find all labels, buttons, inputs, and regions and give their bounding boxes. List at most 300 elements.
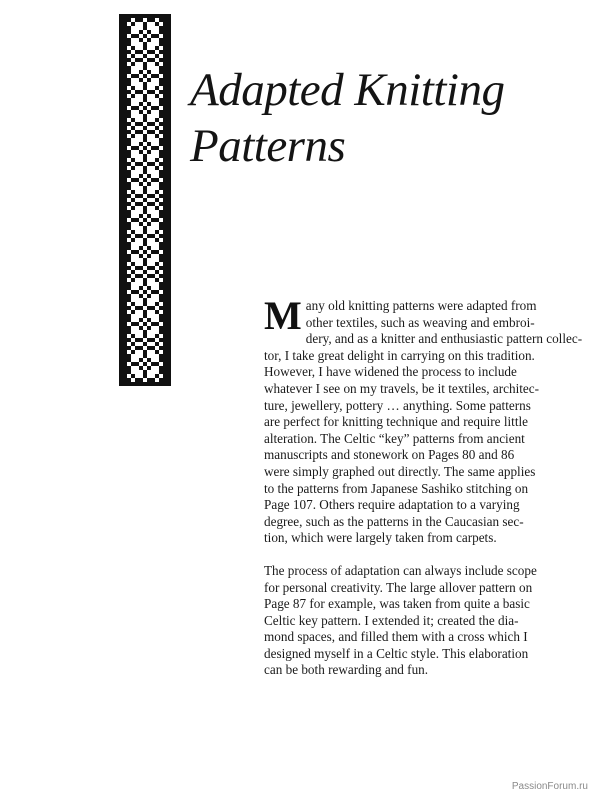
pattern-cell <box>155 38 159 42</box>
pattern-cell <box>151 294 155 298</box>
pattern-cell <box>147 106 151 110</box>
pattern-cell <box>131 38 135 42</box>
pattern-cell <box>147 258 151 262</box>
pattern-cell <box>151 98 155 102</box>
pattern-cell <box>147 342 151 346</box>
pattern-cell <box>151 186 155 190</box>
pattern-cell <box>139 334 143 338</box>
pattern-cell <box>135 150 139 154</box>
pattern-cell <box>147 230 151 234</box>
pattern-cell <box>139 22 143 26</box>
pattern-cell <box>159 86 163 90</box>
pattern-cell <box>147 42 151 46</box>
pattern-cell <box>143 58 147 62</box>
pattern-cell <box>135 294 139 298</box>
pattern-cell <box>139 54 143 58</box>
pattern-cell <box>139 134 143 138</box>
pattern-cell <box>151 258 155 262</box>
watermark: PassionForum.ru <box>511 781 588 792</box>
pattern-cell <box>139 126 143 130</box>
pattern-cell <box>131 70 135 74</box>
pattern-cell <box>143 266 147 270</box>
pattern-cell <box>127 126 131 130</box>
pattern-cell <box>147 290 151 294</box>
pattern-cell <box>139 154 143 158</box>
text-line: to the patterns from Japanese Sashiko stitching on <box>264 480 529 496</box>
pattern-cell <box>147 190 151 194</box>
pattern-cell <box>131 222 135 226</box>
pattern-cell <box>155 370 159 374</box>
pattern-cell <box>151 222 155 226</box>
pattern-cell <box>151 326 155 330</box>
pattern-cell <box>135 158 139 162</box>
pattern-cell <box>147 206 151 210</box>
pattern-cell <box>131 358 135 362</box>
pattern-cell <box>139 282 143 286</box>
pattern-cell <box>155 122 159 126</box>
pattern-cell <box>127 230 131 234</box>
pattern-cell <box>139 26 143 30</box>
pattern-cell <box>147 350 151 354</box>
text-line: whatever I see on my travels, be it textiles, architec- <box>264 380 539 396</box>
pattern-cell <box>143 194 147 198</box>
pattern-cell <box>147 374 151 378</box>
pattern-cell <box>155 282 159 286</box>
pattern-cell <box>135 214 139 218</box>
pattern-cell <box>135 310 139 314</box>
pattern-cell <box>127 198 131 202</box>
pattern-cell <box>159 302 163 306</box>
pattern-cell <box>127 270 131 274</box>
pattern-cell <box>147 270 151 274</box>
pattern-cell <box>135 258 139 262</box>
pattern-cell <box>151 226 155 230</box>
pattern-cell <box>143 234 147 238</box>
pattern-cell <box>135 270 139 274</box>
pattern-cell <box>155 214 159 218</box>
pattern-cell <box>127 206 131 210</box>
pattern-cell <box>139 270 143 274</box>
pattern-cell <box>151 242 155 246</box>
pattern-cell <box>159 270 163 274</box>
pattern-cell <box>135 62 139 66</box>
pattern-cell <box>135 262 139 266</box>
pattern-cell <box>151 126 155 130</box>
knit-pattern-graphic <box>119 14 171 386</box>
pattern-cell <box>135 126 139 130</box>
pattern-cell <box>151 354 155 358</box>
pattern-cell <box>151 138 155 142</box>
pattern-cell <box>131 182 135 186</box>
pattern-cell <box>135 54 139 58</box>
pattern-cell <box>135 26 139 30</box>
pattern-cell <box>135 94 139 98</box>
pattern-cell <box>131 174 135 178</box>
pattern-cell <box>151 358 155 362</box>
pattern-cell <box>139 362 143 366</box>
pattern-cell <box>155 70 159 74</box>
pattern-cell <box>135 374 139 378</box>
pattern-cell <box>143 318 147 322</box>
pattern-cell <box>155 294 159 298</box>
pattern-cell <box>135 354 139 358</box>
pattern-cell <box>131 30 135 34</box>
pattern-cell <box>151 278 155 282</box>
pattern-cell <box>127 374 131 378</box>
text-line: Celtic key pattern. I extended it; created the dia- <box>264 612 519 628</box>
pattern-cell <box>143 358 147 362</box>
pattern-cell <box>143 274 147 278</box>
pattern-cell <box>159 94 163 98</box>
pattern-cell <box>139 106 143 110</box>
pattern-cell <box>131 242 135 246</box>
pattern-cell <box>139 66 143 70</box>
pattern-cell <box>159 350 163 354</box>
pattern-cell <box>159 54 163 58</box>
pattern-cell <box>155 114 159 118</box>
pattern-cell <box>143 326 147 330</box>
pattern-cell <box>135 190 139 194</box>
paragraph-2 <box>264 563 564 679</box>
pattern-cell <box>131 378 135 382</box>
pattern-cell <box>135 114 139 118</box>
pattern-cell <box>127 22 131 26</box>
pattern-cell <box>151 38 155 42</box>
pattern-cell <box>151 166 155 170</box>
pattern-cell <box>151 206 155 210</box>
pattern-cell <box>131 98 135 102</box>
pattern-cell <box>139 118 143 122</box>
pattern-cell <box>147 22 151 26</box>
pattern-cell <box>139 218 143 222</box>
pattern-cell <box>135 226 139 230</box>
pattern-cell <box>159 198 163 202</box>
pattern-cell <box>131 298 135 302</box>
pattern-cell <box>135 350 139 354</box>
pattern-cell <box>155 330 159 334</box>
pattern-cell <box>135 134 139 138</box>
pattern-cell <box>155 266 159 270</box>
pattern-cell <box>131 366 135 370</box>
pattern-cell <box>143 150 147 154</box>
pattern-cell <box>139 170 143 174</box>
pattern-cell <box>155 226 159 230</box>
pattern-cell <box>139 114 143 118</box>
pattern-cell <box>151 230 155 234</box>
pattern-cell <box>135 182 139 186</box>
pattern-cell <box>147 134 151 138</box>
pattern-cell <box>131 254 135 258</box>
pattern-cell <box>143 110 147 114</box>
pattern-cell <box>147 282 151 286</box>
pattern-cell <box>143 286 147 290</box>
pattern-cell <box>135 30 139 34</box>
pattern-cell <box>143 346 147 350</box>
pattern-cell <box>127 238 131 242</box>
pattern-cell <box>143 214 147 218</box>
text-line: ture, jewellery, pottery … anything. Some patterns <box>264 397 531 413</box>
pattern-cell <box>139 166 143 170</box>
pattern-cell <box>147 262 151 266</box>
pattern-cell <box>151 102 155 106</box>
pattern-cell <box>155 298 159 302</box>
pattern-cell <box>135 22 139 26</box>
pattern-cell <box>143 174 147 178</box>
text-line: designed myself in a Celtic style. This elaboration <box>264 645 529 661</box>
pattern-cell <box>135 102 139 106</box>
text-line: manuscripts and stonework on Pages 80 and 86 <box>264 447 515 463</box>
pattern-cell <box>147 74 151 78</box>
pattern-cell <box>131 66 135 70</box>
pattern-cell <box>151 334 155 338</box>
pattern-cell <box>155 18 159 22</box>
pattern-cell <box>151 94 155 98</box>
pattern-cell <box>155 90 159 94</box>
pattern-cell <box>135 118 139 122</box>
pattern-cell <box>155 78 159 82</box>
pattern-cell <box>131 90 135 94</box>
pattern-cell <box>135 66 139 70</box>
pattern-cell <box>147 314 151 318</box>
pattern-cell <box>143 222 147 226</box>
pattern-cell <box>135 166 139 170</box>
pattern-cell <box>147 46 151 50</box>
pattern-cell <box>159 166 163 170</box>
pattern-cell <box>151 330 155 334</box>
pattern-cell <box>155 98 159 102</box>
pattern-cell <box>155 354 159 358</box>
pattern-cell <box>155 26 159 30</box>
pattern-cell <box>159 218 163 222</box>
pattern-cell <box>131 102 135 106</box>
pattern-cell <box>159 238 163 242</box>
pattern-cell <box>151 110 155 114</box>
pattern-cell <box>151 78 155 82</box>
pattern-cell <box>147 86 151 90</box>
text-line: The process of adaptation can always include scope <box>264 562 537 578</box>
pattern-cell <box>159 342 163 346</box>
body-text <box>264 293 583 695</box>
pattern-cell <box>131 154 135 158</box>
pattern-cell <box>155 162 159 166</box>
pattern-cell <box>127 310 131 314</box>
pattern-cell <box>135 86 139 90</box>
pattern-cell <box>135 98 139 102</box>
pattern-cell <box>139 250 143 254</box>
pattern-cell <box>155 66 159 70</box>
pattern-cell <box>135 254 139 258</box>
pattern-cell <box>147 98 151 102</box>
pattern-cell <box>147 218 151 222</box>
pattern-cell <box>135 314 139 318</box>
pattern-cell <box>151 150 155 154</box>
pattern-cell <box>143 202 147 206</box>
pattern-cell <box>151 238 155 242</box>
pattern-cell <box>139 86 143 90</box>
pattern-cell <box>151 54 155 58</box>
pattern-cell <box>143 306 147 310</box>
pattern-cell <box>143 246 147 250</box>
pattern-cell <box>151 254 155 258</box>
pattern-cell <box>139 242 143 246</box>
pattern-cell <box>155 154 159 158</box>
pattern-cell <box>139 230 143 234</box>
pattern-cell <box>139 226 143 230</box>
pattern-cell <box>131 150 135 154</box>
pattern-cell <box>135 302 139 306</box>
pattern-cell <box>135 238 139 242</box>
pattern-cell <box>139 262 143 266</box>
pattern-cell <box>131 338 135 342</box>
pattern-cell <box>135 46 139 50</box>
pattern-cell <box>135 38 139 42</box>
pattern-cell <box>147 362 151 366</box>
pattern-cell <box>127 190 131 194</box>
pattern-cell <box>127 158 131 162</box>
pattern-cell <box>135 286 139 290</box>
pattern-cell <box>131 18 135 22</box>
pattern-cell <box>139 354 143 358</box>
pattern-cell <box>135 142 139 146</box>
pattern-cell <box>155 130 159 134</box>
pattern-cell <box>139 186 143 190</box>
pattern-cell <box>147 82 151 86</box>
pattern-cell <box>127 362 131 366</box>
pattern-cell <box>139 94 143 98</box>
pattern-cell <box>139 158 143 162</box>
pattern-cell <box>151 366 155 370</box>
text-line: alteration. The Celtic “key” patterns from ancient <box>264 430 525 446</box>
pattern-cell <box>159 106 163 110</box>
text-line: degree, such as the patterns in the Caucasian sec- <box>264 513 524 529</box>
pattern-cell <box>159 126 163 130</box>
pattern-cell <box>151 310 155 314</box>
pattern-cell <box>147 354 151 358</box>
pattern-cell <box>127 86 131 90</box>
pattern-cell <box>155 346 159 350</box>
pattern-cell <box>131 122 135 126</box>
pattern-cell <box>155 258 159 262</box>
pattern-cell <box>155 366 159 370</box>
pattern-cell <box>135 230 139 234</box>
pattern-cell <box>155 358 159 362</box>
pattern-cell <box>135 210 139 214</box>
pattern-cell <box>131 186 135 190</box>
pattern-cell <box>127 350 131 354</box>
pattern-cell <box>139 350 143 354</box>
pattern-cell <box>135 206 139 210</box>
pattern-cell <box>131 282 135 286</box>
pattern-cell <box>131 142 135 146</box>
pattern-cell <box>151 82 155 86</box>
pattern-cell <box>159 322 163 326</box>
pattern-cell <box>127 178 131 182</box>
pattern-cell <box>147 178 151 182</box>
pattern-cell <box>147 114 151 118</box>
pattern-cell <box>147 238 151 242</box>
pattern-cell <box>127 34 131 38</box>
pattern-cell <box>127 218 131 222</box>
pattern-cell <box>139 310 143 314</box>
pattern-cell <box>139 210 143 214</box>
pattern-cell <box>139 258 143 262</box>
pattern-cell <box>127 62 131 66</box>
pattern-cell <box>127 46 131 50</box>
pattern-cell <box>151 26 155 30</box>
pattern-cell <box>151 314 155 318</box>
pattern-cell <box>151 302 155 306</box>
pattern-cell <box>127 74 131 78</box>
pattern-cell <box>131 314 135 318</box>
pattern-cell <box>131 26 135 30</box>
pattern-cell <box>159 34 163 38</box>
pattern-cell <box>147 170 151 174</box>
text-line: tion, which were largely taken from carpets. <box>264 530 497 546</box>
pattern-cell <box>143 130 147 134</box>
pattern-cell <box>127 118 131 122</box>
pattern-cell <box>139 62 143 66</box>
pattern-cell <box>155 254 159 258</box>
pattern-cell <box>143 254 147 258</box>
pattern-cell <box>143 38 147 42</box>
pattern-cell <box>143 70 147 74</box>
pattern-cell <box>159 362 163 366</box>
pattern-cell <box>155 110 159 114</box>
pattern-cell <box>159 374 163 378</box>
pattern-cell <box>155 274 159 278</box>
pattern-cell <box>147 154 151 158</box>
pattern-cell <box>127 262 131 266</box>
pattern-cell <box>131 114 135 118</box>
pattern-cell <box>155 202 159 206</box>
pattern-cell <box>147 278 151 282</box>
pattern-cell <box>159 310 163 314</box>
pattern-cell <box>139 290 143 294</box>
pattern-cell <box>143 162 147 166</box>
pattern-cell <box>139 314 143 318</box>
pattern-cell <box>147 186 151 190</box>
pattern-cell <box>151 342 155 346</box>
pattern-cell <box>143 366 147 370</box>
pattern-cell <box>151 46 155 50</box>
pattern-cell <box>151 318 155 322</box>
pattern-cell <box>135 110 139 114</box>
pattern-cell <box>131 294 135 298</box>
text-line: Page 107. Others require adaptation to a varying <box>264 497 520 513</box>
pattern-cell <box>135 242 139 246</box>
pattern-cell <box>139 198 143 202</box>
pattern-cell <box>159 178 163 182</box>
pattern-cell <box>135 198 139 202</box>
pattern-cell <box>147 310 151 314</box>
pattern-cell <box>135 358 139 362</box>
pattern-cell <box>151 62 155 66</box>
pattern-cell <box>151 170 155 174</box>
pattern-cell <box>135 170 139 174</box>
pattern-cell <box>155 318 159 322</box>
pattern-cell <box>155 138 159 142</box>
pattern-cell <box>147 26 151 30</box>
pattern-cell <box>143 182 147 186</box>
pattern-cell <box>155 234 159 238</box>
pattern-cell <box>131 214 135 218</box>
pattern-cell <box>131 78 135 82</box>
pattern-cell <box>151 134 155 138</box>
pattern-cell <box>139 278 143 282</box>
pattern-cell <box>159 334 163 338</box>
title-line-1: Adapted Knitting <box>190 64 505 116</box>
pattern-cell <box>135 70 139 74</box>
